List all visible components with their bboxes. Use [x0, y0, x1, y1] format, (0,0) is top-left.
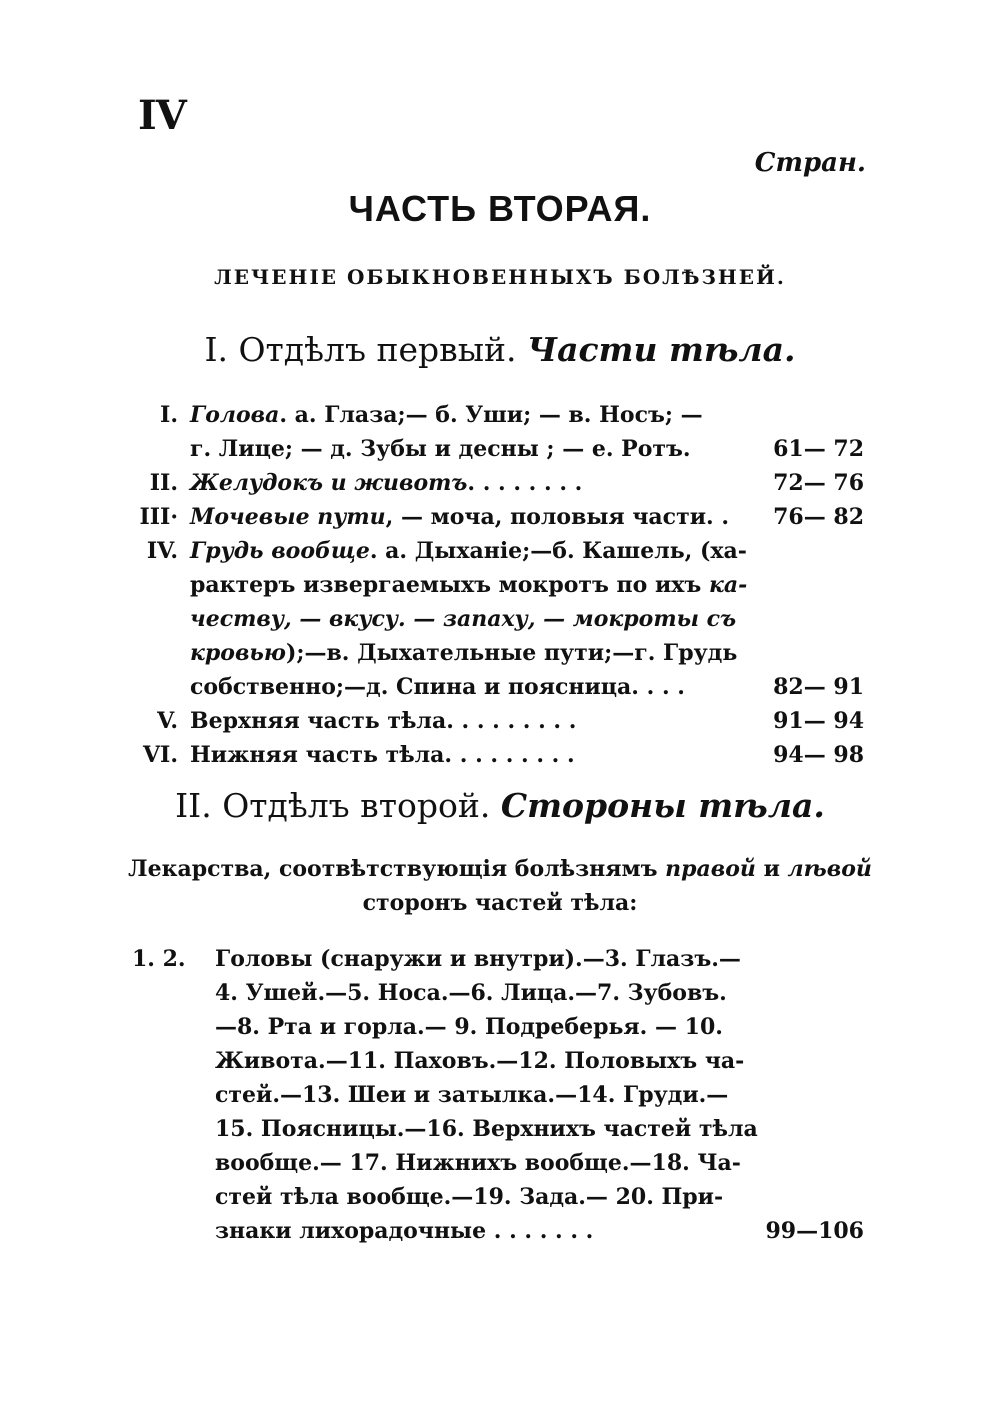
entry-pages: 94— 98 [773, 742, 864, 768]
entry-line: Голова. а. Глаза;— б. Уши; — в. Носъ; — [190, 402, 703, 428]
entry-number: IV. [146, 538, 178, 564]
section-2-intro: Лекарства, соотвѣтствующія болѣзнямъ правой и лѣвой [128, 856, 872, 882]
entry-line: Желудокъ и животъ. . . . . . . . [190, 470, 583, 496]
entry-line: стей.—13. Шеи и затылка.—14. Груди.— [215, 1082, 729, 1108]
entry-line: стей тѣла вообще.—19. Зада.— 20. При- [215, 1184, 724, 1210]
entry-number: I. [160, 402, 178, 428]
entry-line: 15. Поясницы.—16. Верхнихъ частей тѣла [215, 1116, 758, 1142]
part-title: ЧАСТЬ ВТОРАЯ. [348, 188, 652, 229]
section-1-label: Отдѣлъ первый. [238, 330, 517, 369]
entry-number: VI. [142, 742, 178, 768]
entry-number: III· [139, 504, 178, 530]
section-1-name: Части тѣла. [526, 330, 796, 369]
entry-number: II. [149, 470, 178, 496]
pages-column-header: Стран. [754, 148, 866, 178]
entry-pages: 99—106 [765, 1218, 864, 1244]
section-1-number: I. [204, 330, 228, 369]
section-2-name: Стороны тѣла. [500, 786, 825, 825]
entry-line: Нижняя часть тѣла. . . . . . . . . [190, 742, 575, 768]
section-1-heading [0, 330, 1000, 369]
entry-pages: 61— 72 [773, 436, 864, 462]
entry-line: —8. Рта и горла.— 9. Подреберья. — 10. [215, 1014, 723, 1040]
entry-pages: 72— 76 [773, 470, 864, 496]
entry-line: Мочевые пути, — моча, половыя части. . [190, 504, 730, 530]
entry-line: знаки лихорадочные . . . . . . . [215, 1218, 594, 1244]
entry-line: кровью);—в. Дыхательные пути;—г. Грудь [190, 640, 738, 666]
page-number: IV [138, 92, 186, 139]
entry-line: г. Лице; — д. Зубы и десны ; — е. Ротъ. [190, 436, 691, 462]
entry-pages: 91— 94 [773, 708, 864, 734]
entry-line: Живота.—11. Паховъ.—12. Половыхъ ча- [215, 1048, 745, 1074]
entry-line: Головы (снаружи и внутри).—3. Глазъ.— [215, 946, 741, 972]
entry-line: 4. Ушей.—5. Носа.—6. Лица.—7. Зубовъ. [215, 980, 727, 1006]
section-2-heading [0, 786, 1000, 825]
entry-line: вообще.— 17. Нижнихъ вообще.—18. Ча- [215, 1150, 741, 1176]
entry-pages: 82— 91 [773, 674, 864, 700]
entry-number: 1. 2. [132, 946, 186, 972]
entry-line: честву, — вкусу. — запаху, — мокроты съ [190, 606, 737, 632]
part-subtitle: ЛЕЧЕНІЕ ОБЫКНОВЕННЫХЪ БОЛѢЗНЕЙ. [214, 265, 786, 289]
entry-line: Грудь вообще. а. Дыханіе;—б. Кашель, (ха- [190, 538, 747, 564]
section-2-number: II. [175, 786, 212, 825]
entry-pages: 76— 82 [773, 504, 864, 530]
entry-number: V. [157, 708, 178, 734]
entry-line: Верхняя часть тѣла. . . . . . . . . [190, 708, 577, 734]
entry-line: собственно;—д. Спина и поясница. . . . [190, 674, 685, 700]
section-2-label: Отдѣлъ второй. [222, 786, 491, 825]
section-2-intro-cont: сторонъ частей тѣла: [362, 890, 638, 916]
entry-line: рактеръ извергаемыхъ мокротъ по ихъ ка- [190, 572, 748, 598]
